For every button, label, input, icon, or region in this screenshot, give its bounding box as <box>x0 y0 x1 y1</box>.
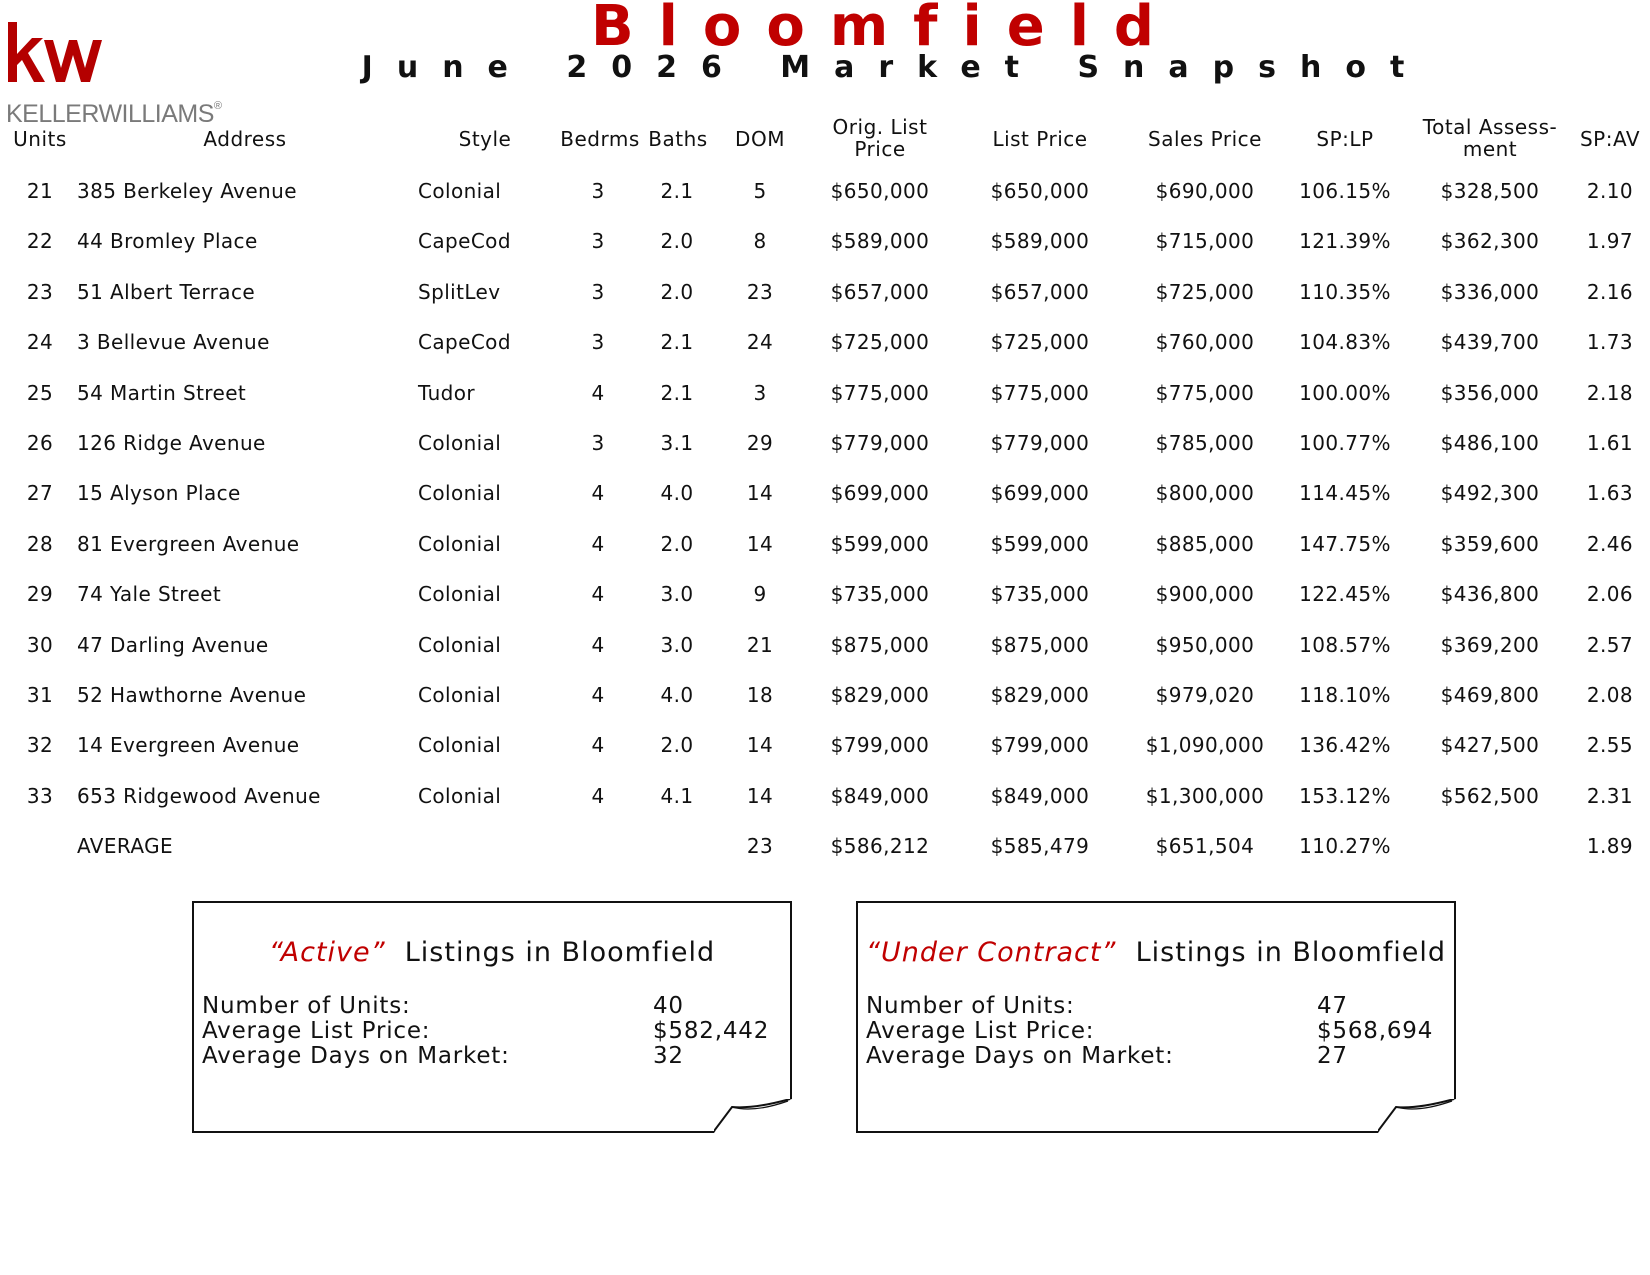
cell-dom: 8 <box>753 229 767 254</box>
header-total-assessment: Total Assess- ment <box>1422 115 1558 161</box>
cell-address: 385 Berkeley Avenue <box>77 179 297 203</box>
cell-style: Colonial <box>418 683 502 707</box>
cell-address: 126 Ridge Avenue <box>77 431 266 455</box>
cell-bedrms: 4 <box>591 783 605 808</box>
cell-dom: 14 <box>746 733 774 758</box>
cell-sp-av: 1.61 <box>1586 431 1634 455</box>
cell-list-price: $849,000 <box>990 783 1090 808</box>
cell-bedrms: 3 <box>591 229 605 254</box>
cell-unit: 26 <box>26 431 54 455</box>
page-subtitle: June 2026 Market Snapshot <box>361 50 1429 85</box>
header-list-price: List Price <box>992 127 1088 151</box>
cell-dom: 3 <box>753 380 767 405</box>
cell-sales-price: $900,000 <box>1155 582 1255 607</box>
cell-sp-av: 2.18 <box>1586 380 1634 405</box>
average-orig-price: $586,212 <box>830 834 930 858</box>
cell-orig-price: $657,000 <box>830 279 930 304</box>
contract-avg-dom-label: Average Days on Market: <box>866 1043 1174 1069</box>
cell-assessment: $486,100 <box>1440 431 1540 455</box>
cell-orig-price: $699,000 <box>830 481 930 506</box>
cell-orig-price: $725,000 <box>830 330 930 355</box>
cell-sales-price: $725,000 <box>1155 279 1255 304</box>
cell-address: 74 Yale Street <box>77 582 222 607</box>
cell-list-price: $829,000 <box>990 683 1090 707</box>
cell-style: Colonial <box>418 582 502 607</box>
cell-list-price: $725,000 <box>990 330 1090 355</box>
cell-address: 54 Martin Street <box>77 380 247 405</box>
cell-unit: 21 <box>26 179 54 203</box>
cell-style: CapeCod <box>418 330 511 355</box>
cell-assessment: $362,300 <box>1440 229 1540 254</box>
cell-bedrms: 4 <box>591 733 605 758</box>
cell-bedrms: 4 <box>591 632 605 657</box>
page-title: Bloomfield <box>591 0 1179 59</box>
average-list-price: $585,479 <box>990 834 1090 858</box>
header-dom: DOM <box>735 127 785 151</box>
cell-assessment: $439,700 <box>1440 330 1540 355</box>
cell-bedrms: 4 <box>591 481 605 506</box>
cell-style: Colonial <box>418 431 502 455</box>
cell-dom: 24 <box>746 330 774 355</box>
active-units-value: 40 <box>653 993 684 1019</box>
header-orig-list-price: Orig. List Price <box>832 115 928 161</box>
cell-sp-lp: 136.42% <box>1299 733 1391 758</box>
cell-assessment: $359,600 <box>1440 531 1540 556</box>
contract-units-label: Number of Units: <box>866 993 1075 1019</box>
cell-style: CapeCod <box>418 229 511 254</box>
cell-baths: 2.0 <box>660 229 694 254</box>
table-row <box>0 229 1650 279</box>
average-sales-price: $651,504 <box>1155 834 1255 858</box>
cell-sp-lp: 104.83% <box>1299 330 1391 355</box>
cell-style: Colonial <box>418 632 502 657</box>
cell-assessment: $492,300 <box>1440 481 1540 506</box>
cell-dom: 9 <box>753 582 767 607</box>
cell-baths: 4.0 <box>660 481 694 506</box>
cell-bedrms: 4 <box>591 683 605 707</box>
cell-sp-av: 2.06 <box>1586 582 1634 607</box>
cell-assessment: $369,200 <box>1440 632 1540 657</box>
cell-sp-av: 2.10 <box>1586 179 1634 203</box>
header-style: Style <box>458 127 512 151</box>
cell-list-price: $650,000 <box>990 179 1090 203</box>
cell-assessment: $562,500 <box>1440 783 1540 808</box>
cell-unit: 24 <box>26 330 54 355</box>
cell-sp-lp: 100.77% <box>1299 431 1391 455</box>
active-units-label: Number of Units: <box>202 993 411 1019</box>
cell-assessment: $336,000 <box>1440 279 1540 304</box>
cell-baths: 2.0 <box>660 279 694 304</box>
cell-list-price: $735,000 <box>990 582 1090 607</box>
cell-bedrms: 3 <box>591 279 605 304</box>
table-row <box>0 381 1650 431</box>
cell-list-price: $775,000 <box>990 380 1090 405</box>
active-avg-price-value: $582,442 <box>653 1018 770 1044</box>
cell-sp-lp: 100.00% <box>1299 380 1391 405</box>
table-row <box>0 532 1650 582</box>
cell-unit: 22 <box>26 229 54 254</box>
cell-orig-price: $775,000 <box>830 380 930 405</box>
cell-orig-price: $650,000 <box>830 179 930 203</box>
cell-sales-price: $785,000 <box>1155 431 1255 455</box>
cell-dom: 14 <box>746 783 774 808</box>
cell-list-price: $599,000 <box>990 531 1090 556</box>
cell-address: 3 Bellevue Avenue <box>77 330 270 355</box>
cell-orig-price: $735,000 <box>830 582 930 607</box>
table-row <box>0 582 1650 632</box>
cell-bedrms: 4 <box>591 582 605 607</box>
header-units: Units <box>13 127 67 151</box>
active-avg-dom-value: 32 <box>653 1043 684 1069</box>
cell-unit: 32 <box>26 733 54 758</box>
contract-avg-dom-value: 27 <box>1317 1043 1348 1069</box>
cell-unit: 30 <box>26 632 54 657</box>
header-baths: Baths <box>648 127 708 151</box>
table-row <box>0 633 1650 683</box>
cell-sp-lp: 108.57% <box>1299 632 1391 657</box>
cell-bedrms: 3 <box>591 330 605 355</box>
contract-box-title: “Under Contract” Listings in Bloomfield <box>865 937 1447 968</box>
cell-unit: 28 <box>26 531 54 556</box>
average-sp-av: 1.89 <box>1586 834 1634 858</box>
cell-orig-price: $849,000 <box>830 783 930 808</box>
cell-sp-lp: 118.10% <box>1299 683 1391 707</box>
cell-address: 47 Darling Avenue <box>77 632 269 657</box>
cell-sales-price: $1,090,000 <box>1145 733 1265 758</box>
cell-assessment: $356,000 <box>1440 380 1540 405</box>
average-row <box>0 834 1650 884</box>
cell-sp-av: 2.31 <box>1586 783 1634 808</box>
logo-wordmark: KELLERWILLIAMS® <box>6 100 222 128</box>
cell-baths: 2.0 <box>660 531 694 556</box>
active-avg-dom-label: Average Days on Market: <box>202 1043 510 1069</box>
cell-orig-price: $829,000 <box>830 683 930 707</box>
cell-list-price: $589,000 <box>990 229 1090 254</box>
cell-dom: 29 <box>746 431 774 455</box>
cell-bedrms: 4 <box>591 531 605 556</box>
cell-sales-price: $950,000 <box>1155 632 1255 657</box>
cell-assessment: $436,800 <box>1440 582 1540 607</box>
cell-sp-av: 2.57 <box>1586 632 1634 657</box>
cell-bedrms: 3 <box>591 179 605 203</box>
cell-address: 15 Alyson Place <box>77 481 241 506</box>
cell-style: Colonial <box>418 481 502 506</box>
cell-baths: 2.1 <box>660 330 694 355</box>
page-curl-icon <box>1378 1099 1456 1133</box>
cell-assessment: $427,500 <box>1440 733 1540 758</box>
cell-sp-av: 1.63 <box>1586 481 1634 506</box>
cell-baths: 4.0 <box>660 683 694 707</box>
cell-sales-price: $690,000 <box>1155 179 1255 203</box>
average-label: AVERAGE <box>77 834 174 858</box>
cell-bedrms: 4 <box>591 380 605 405</box>
cell-sp-lp: 114.45% <box>1299 481 1391 506</box>
cell-dom: 5 <box>753 179 767 203</box>
cell-sp-lp: 122.45% <box>1299 582 1391 607</box>
table-row <box>0 733 1650 783</box>
cell-sales-price: $979,020 <box>1155 683 1255 707</box>
active-avg-price-label: Average List Price: <box>202 1018 431 1044</box>
contract-avg-price-value: $568,694 <box>1317 1018 1434 1044</box>
cell-sales-price: $800,000 <box>1155 481 1255 506</box>
table-row <box>0 431 1650 481</box>
cell-sp-av: 1.97 <box>1586 229 1634 254</box>
cell-list-price: $799,000 <box>990 733 1090 758</box>
page-curl-icon <box>714 1099 792 1133</box>
cell-assessment: $328,500 <box>1440 179 1540 203</box>
contract-units-value: 47 <box>1317 993 1348 1019</box>
cell-baths: 4.1 <box>660 783 694 808</box>
cell-baths: 3.0 <box>660 582 694 607</box>
header-sp-lp: SP:LP <box>1316 127 1374 151</box>
cell-dom: 14 <box>746 481 774 506</box>
cell-baths: 2.1 <box>660 380 694 405</box>
header-bedrms: Bedrms <box>560 127 640 151</box>
cell-baths: 3.0 <box>660 632 694 657</box>
table-row <box>0 330 1650 380</box>
cell-sales-price: $775,000 <box>1155 380 1255 405</box>
cell-assessment: $469,800 <box>1440 683 1540 707</box>
cell-unit: 23 <box>26 279 54 304</box>
cell-address: 51 Albert Terrace <box>77 279 256 304</box>
cell-sales-price: $715,000 <box>1155 229 1255 254</box>
active-listings-box <box>192 901 792 1133</box>
cell-dom: 21 <box>746 632 774 657</box>
cell-orig-price: $599,000 <box>830 531 930 556</box>
header-sp-av: SP:AV <box>1579 127 1641 151</box>
under-contract-listings-box <box>856 901 1456 1133</box>
cell-sp-av: 2.46 <box>1586 531 1634 556</box>
cell-sp-lp: 106.15% <box>1299 179 1391 203</box>
cell-orig-price: $589,000 <box>830 229 930 254</box>
cell-unit: 25 <box>26 380 54 405</box>
cell-unit: 29 <box>26 582 54 607</box>
cell-baths: 3.1 <box>660 431 694 455</box>
cell-list-price: $699,000 <box>990 481 1090 506</box>
active-box-title: “Active” Listings in Bloomfield <box>268 937 716 968</box>
cell-dom: 18 <box>746 683 774 707</box>
cell-sales-price: $885,000 <box>1155 531 1255 556</box>
cell-orig-price: $799,000 <box>830 733 930 758</box>
cell-list-price: $875,000 <box>990 632 1090 657</box>
cell-bedrms: 3 <box>591 431 605 455</box>
cell-sp-lp: 147.75% <box>1299 531 1391 556</box>
cell-address: 52 Hawthorne Avenue <box>77 683 307 707</box>
cell-sp-lp: 110.35% <box>1299 279 1391 304</box>
cell-address: 44 Bromley Place <box>77 229 258 254</box>
contract-avg-price-label: Average List Price: <box>866 1018 1095 1044</box>
cell-list-price: $779,000 <box>990 431 1090 455</box>
table-row <box>0 683 1650 733</box>
average-sp-lp: 110.27% <box>1299 834 1391 858</box>
cell-dom: 14 <box>746 531 774 556</box>
cell-sp-lp: 153.12% <box>1299 783 1391 808</box>
cell-address: 14 Evergreen Avenue <box>77 733 300 758</box>
cell-sales-price: $1,300,000 <box>1145 783 1265 808</box>
cell-unit: 33 <box>26 783 54 808</box>
cell-address: 81 Evergreen Avenue <box>77 531 300 556</box>
cell-orig-price: $779,000 <box>830 431 930 455</box>
cell-style: Colonial <box>418 531 502 556</box>
cell-style: Tudor <box>418 380 476 405</box>
table-row <box>0 280 1650 330</box>
cell-sales-price: $760,000 <box>1155 330 1255 355</box>
cell-unit: 31 <box>26 683 54 707</box>
cell-style: SplitLev <box>418 279 501 304</box>
cell-list-price: $657,000 <box>990 279 1090 304</box>
table-row <box>0 784 1650 834</box>
cell-sp-av: 2.08 <box>1586 683 1634 707</box>
cell-sp-av: 2.55 <box>1586 733 1634 758</box>
cell-sp-av: 1.73 <box>1586 330 1634 355</box>
cell-address: 653 Ridgewood Avenue <box>77 783 321 808</box>
cell-style: Colonial <box>418 179 502 203</box>
cell-baths: 2.0 <box>660 733 694 758</box>
header-sales-price: Sales Price <box>1148 127 1262 151</box>
cell-sp-lp: 121.39% <box>1299 229 1391 254</box>
table-row <box>0 179 1650 229</box>
cell-sp-av: 2.16 <box>1586 279 1634 304</box>
cell-baths: 2.1 <box>660 179 694 203</box>
cell-style: Colonial <box>418 733 502 758</box>
header-address: Address <box>203 127 287 151</box>
cell-style: Colonial <box>418 783 502 808</box>
cell-unit: 27 <box>26 481 54 506</box>
cell-orig-price: $875,000 <box>830 632 930 657</box>
table-row <box>0 481 1650 531</box>
average-dom: 23 <box>746 834 774 858</box>
cell-dom: 23 <box>746 279 774 304</box>
